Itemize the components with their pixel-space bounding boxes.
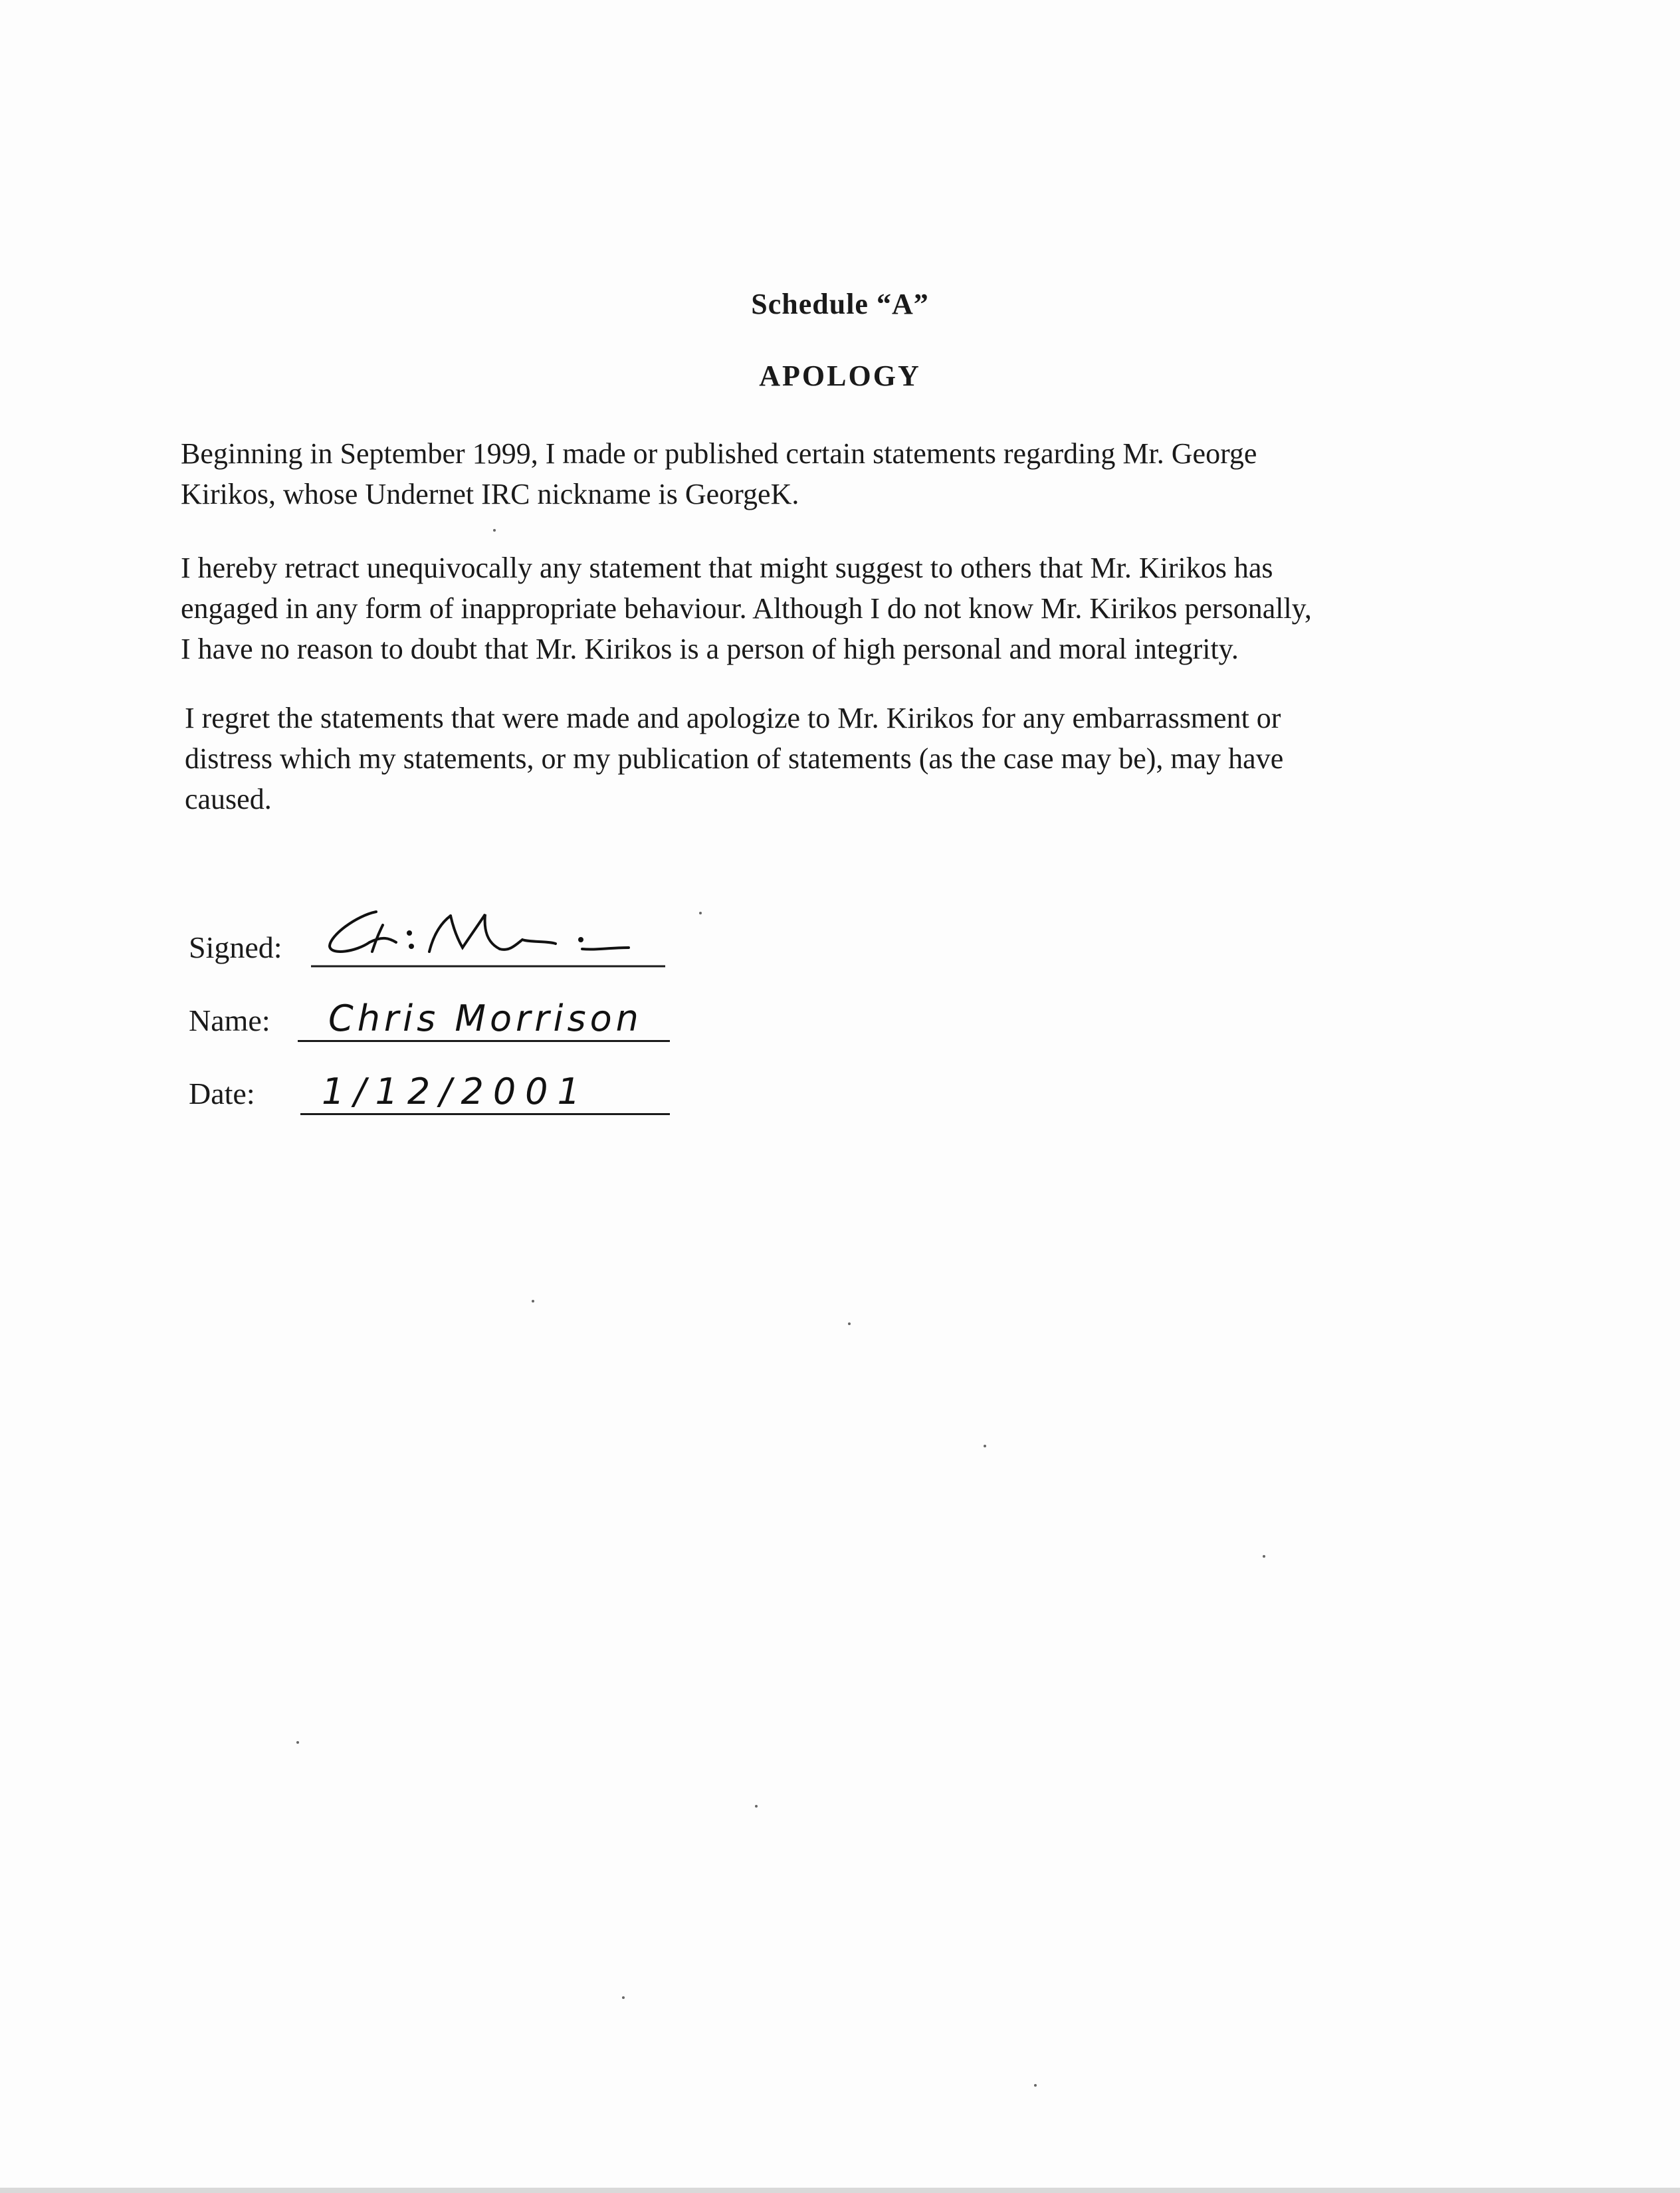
- paragraph-line: Beginning in September 1999, I made or published certain statements regarding Mr. George: [181, 437, 1257, 470]
- paragraph-line: I regret the statements that were made and apologize to Mr. Kirikos for any embarrassment or: [185, 702, 1281, 734]
- scan-speck: [1263, 1555, 1265, 1558]
- name-label: Name:: [189, 1003, 270, 1037]
- handwritten-name: Chris Morrison: [328, 997, 643, 1039]
- paragraph-line: I hereby retract unequivocally any statement that might suggest to others that Mr. Kirikos has: [181, 552, 1273, 584]
- paragraph-line: caused.: [185, 783, 272, 815]
- scan-speck: [493, 529, 496, 532]
- document-heading: APOLOGY: [759, 360, 921, 392]
- name-row: [189, 989, 694, 1042]
- scan-speck: [532, 1300, 534, 1303]
- scan-speck: [1034, 2084, 1037, 2087]
- paragraph-line: distress which my statements, or my publication of statements (as the case may be), may have: [185, 742, 1284, 775]
- paragraph-3: [185, 698, 1514, 819]
- handwritten-date: 1/12/2001: [322, 1071, 589, 1112]
- scan-speck: [699, 912, 702, 914]
- handwritten-signature: [303, 896, 675, 969]
- paragraph-line: I have no reason to doubt that Mr. Kirikos is a person of high personal and moral integrity.: [181, 633, 1239, 665]
- date-label: Date:: [189, 1077, 255, 1110]
- paragraph-2: [181, 548, 1510, 669]
- name-underline: [298, 1040, 670, 1042]
- scan-speck: [984, 1445, 986, 1447]
- paragraph-line: engaged in any form of inappropriate behaviour. Although I do not know Mr. Kirikos personally,: [181, 592, 1312, 625]
- scan-speck: [848, 1322, 851, 1325]
- scan-speck: [755, 1805, 758, 1808]
- date-underline: [300, 1113, 670, 1115]
- paragraph-line: Kirikos, whose Undernet IRC nickname is GeorgeK.: [181, 478, 799, 510]
- scan-speck: [296, 1741, 299, 1744]
- signed-label: Signed:: [189, 930, 282, 964]
- schedule-title: Schedule “A”: [751, 288, 929, 320]
- date-row: [189, 1062, 694, 1115]
- signed-row: [189, 916, 694, 969]
- paragraph-1: [181, 433, 1510, 514]
- scan-speck: [622, 1996, 625, 1999]
- scan-bottom-edge: [0, 2188, 1680, 2193]
